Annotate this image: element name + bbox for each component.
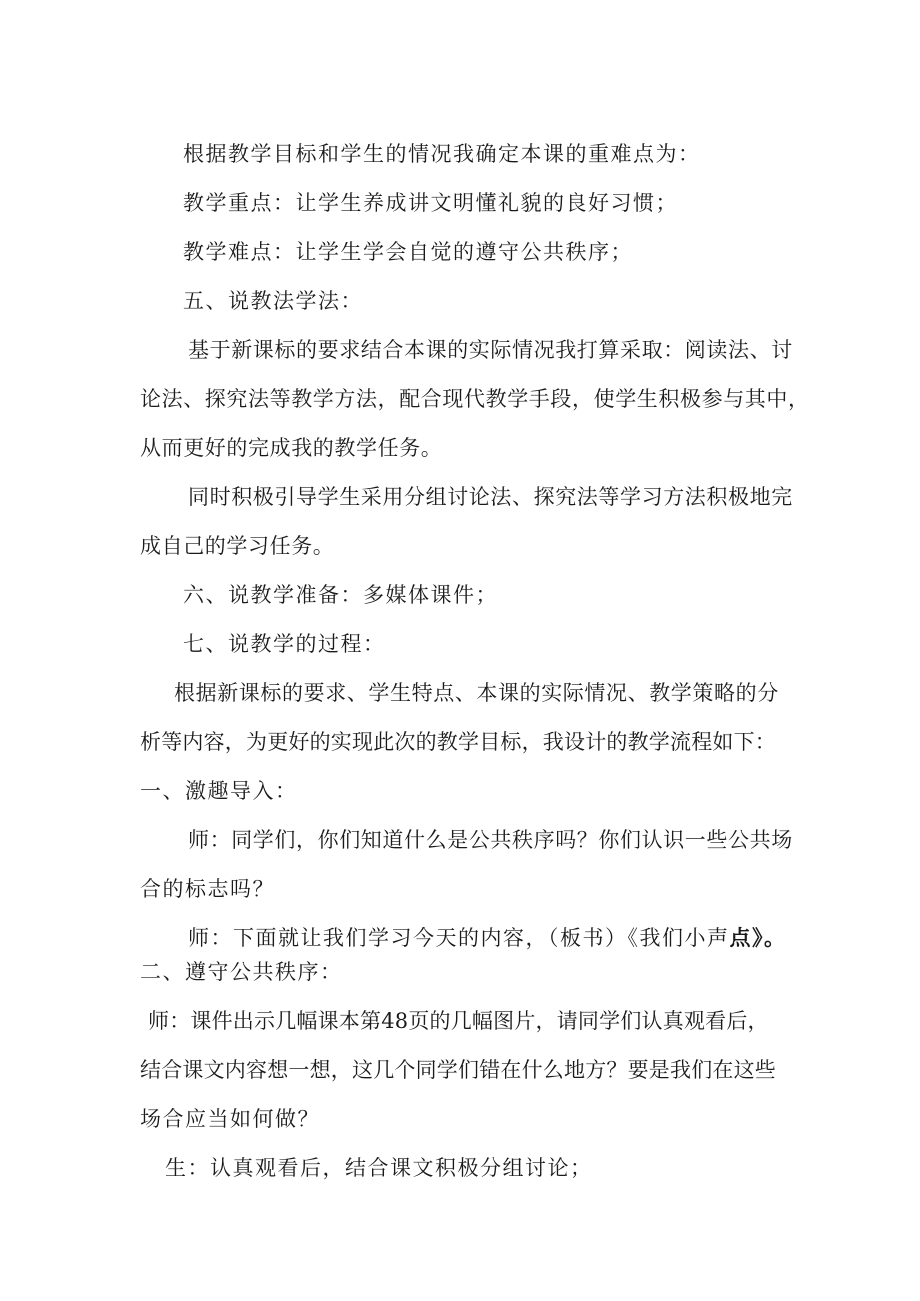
paragraph-learning-line-2: 成自己的学习任务。 [140,534,335,558]
heading-public-order: 二、遵守公共秩序： [140,960,343,984]
dialogue-teacher-topic-text: 师：下面就让我们学习今天的内容，（板书）《我们小声 [188,926,730,950]
paragraph-teaching-difficulty: 教学难点：让学生学会自觉的遵守公共秩序； [183,240,633,264]
dialogue-teacher-topic [188,924,787,952]
heading-methods: 五、说教法学法： [183,289,363,313]
dialogue-teacher-topic-title-end: 点》。 [729,925,787,950]
paragraph-process-line-2: 析等内容，为更好的实现此次的教学目标，我设计的教学流程如下： [140,730,776,754]
dialogue-teacher-courseware-line-3: 场合应当如何做？ [140,1107,320,1131]
paragraph-learning-line-1: 同时积极引导学生采用分组讨论法、探究法等学习方法积极地完 [188,485,793,509]
dialogue-student-response: 生：认真观看后，结合课文积极分组讨论； [165,1156,593,1180]
paragraph-key-points-intro: 根据教学目标和学生的情况我确定本课的重难点为： [183,142,701,166]
dialogue-teacher-courseware-line-1: 师：课件出示几幅课本第48页的几幅图片，请同学们认真观看后， [148,1009,769,1033]
paragraph-methods-line-3: 从而更好的完成我的教学任务。 [140,436,443,460]
paragraph-process-line-1: 根据新课标的要求、学生特点、本课的实际情况、教学策略的分 [174,681,779,705]
paragraph-teaching-focus: 教学重点：让学生养成讲文明懂礼貌的良好习惯； [183,191,678,215]
heading-intro-activity: 一、激趣导入： [140,779,298,803]
paragraph-methods-line-2: 论法、探究法等教学方法，配合现代教学手段，使学生积极参与其中， [140,387,810,411]
dialogue-teacher-courseware-line-2: 结合课文内容想一想，这几个同学们错在什么地方？要是我们在这些 [140,1058,776,1082]
paragraph-methods-line-1: 基于新课标的要求结合本课的实际情况我打算采取：阅读法、讨 [188,338,793,362]
dialogue-teacher-question-line-2: 合的标志吗？ [140,877,275,901]
heading-preparation: 六、说教学准备：多媒体课件； [183,583,498,607]
heading-process: 七、说教学的过程： [183,632,386,656]
dialogue-teacher-question-line-1: 师：同学们，你们知道什么是公共秩序吗？你们认识一些公共场 [188,828,793,852]
